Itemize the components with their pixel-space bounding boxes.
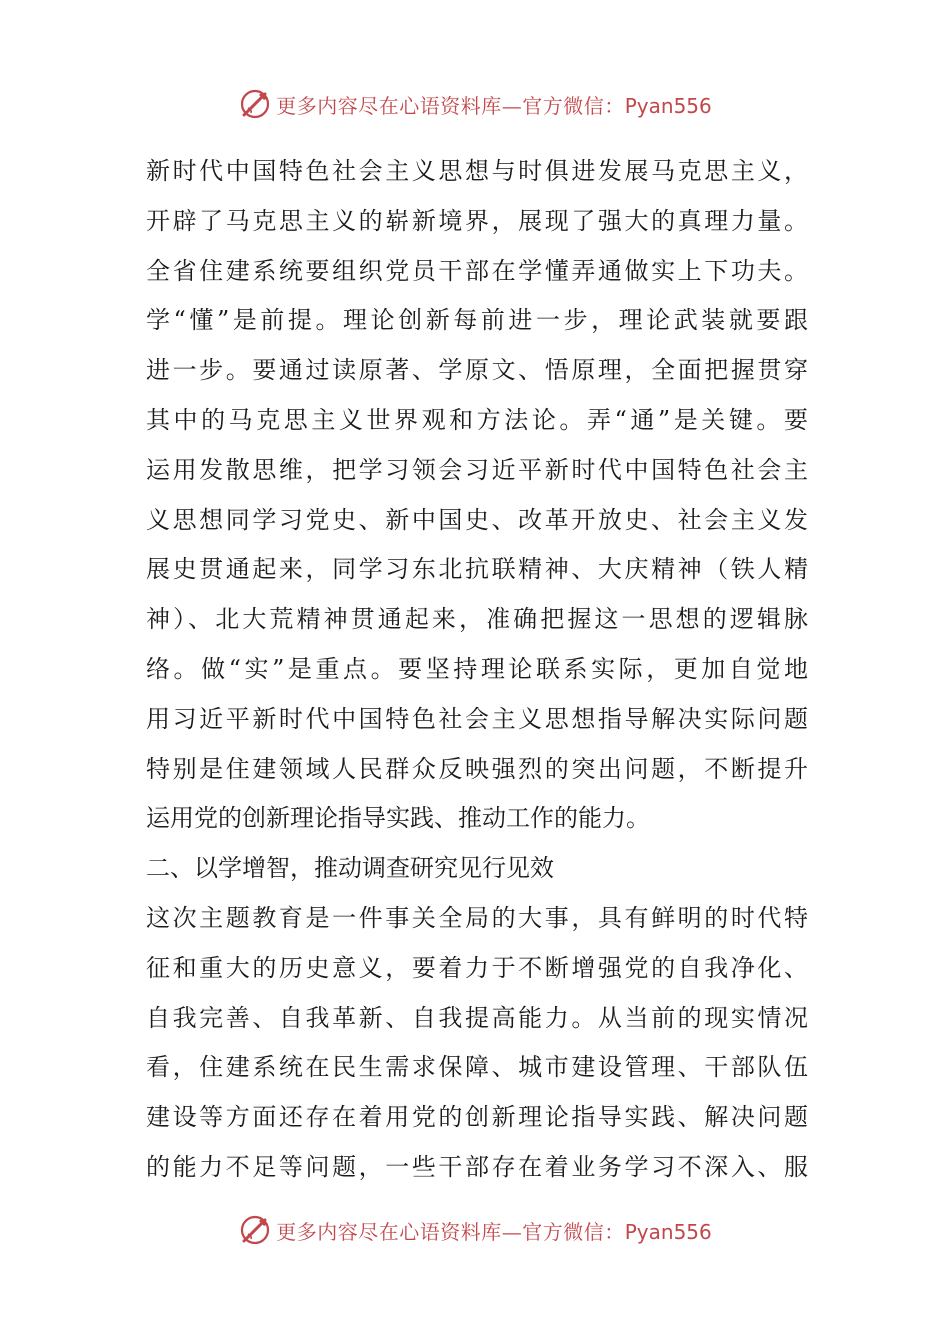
watermark-text <box>276 90 712 119</box>
text-line: 运用发散思维，把学习领会习近平新时代中国特色社会主 <box>146 455 808 484</box>
watermark-wechat-id: Pyan556 <box>624 93 712 118</box>
footer-watermark <box>0 1210 950 1250</box>
text-line: 特别是住建领域人民群众反映强烈的突出问题，不断提升 <box>146 754 808 783</box>
text-line: 神）、北大荒精神贯通起来，准确把握这一思想的逻辑脉 <box>146 605 808 634</box>
text-line: 开辟了马克思主义的崭新境界，展现了强大的真理力量。 <box>146 206 808 235</box>
text-line: 学“懂”是前提。理论创新每前进一步，理论武装就要跟 <box>146 306 808 335</box>
text-line: 全省住建系统要组织党员干部在学懂弄通做实上下功夫。 <box>146 256 808 285</box>
text-line: 这次主题教育是一件事关全局的大事，具有鲜明的时代特 <box>146 903 808 932</box>
text-line: 建设等方面还存在着用党的创新理论指导实践、解决问题 <box>146 1103 808 1132</box>
text-line: 的能力不足等问题，一些干部存在着业务学习不深入、服 <box>146 1152 808 1181</box>
header-watermark <box>0 84 950 124</box>
watermark-wechat-id: Pyan556 <box>624 1219 712 1244</box>
text-line: 用习近平新时代中国特色社会主义思想指导解决实际问题 <box>146 704 808 733</box>
watermark-label: 更多内容尽在心语资料库—官方微信： <box>276 93 625 118</box>
text-line: 络。做“实”是重点。要坚持理论联系实际，更加自觉地 <box>146 654 808 683</box>
text-line: 自我完善、自我革新、自我提高能力。从当前的现实情况 <box>146 1003 808 1032</box>
text-line: 进一步。要通过读原著、学原文、悟原理，全面把握贯穿 <box>146 356 808 385</box>
text-line: 义思想同学习党史、新中国史、改革开放史、社会主义发 <box>146 505 808 534</box>
watermark-text <box>276 1216 712 1245</box>
section-heading: 二、以学增智，推动调查研究见行见效 <box>146 854 554 883</box>
pen-logo-icon <box>238 1213 272 1247</box>
text-line: 新时代中国特色社会主义思想与时俱进发展马克思主义， <box>146 157 808 185</box>
text-line: 其中的马克思主义世界观和方法论。弄“通”是关键。要 <box>146 405 808 434</box>
text-line: 征和重大的历史意义，要着力于不断增强党的自我净化、 <box>146 953 808 982</box>
pen-logo-icon <box>238 87 272 121</box>
watermark-label: 更多内容尽在心语资料库—官方微信： <box>276 1219 625 1244</box>
text-line: 运用党的创新理论指导实践、推动工作的能力。 <box>146 804 650 833</box>
document-body <box>146 147 808 1193</box>
text-line: 看，住建系统在民生需求保障、城市建设管理、干部队伍 <box>146 1053 808 1082</box>
text-line: 展史贯通起来，同学习东北抗联精神、大庆精神（铁人精 <box>146 555 808 584</box>
